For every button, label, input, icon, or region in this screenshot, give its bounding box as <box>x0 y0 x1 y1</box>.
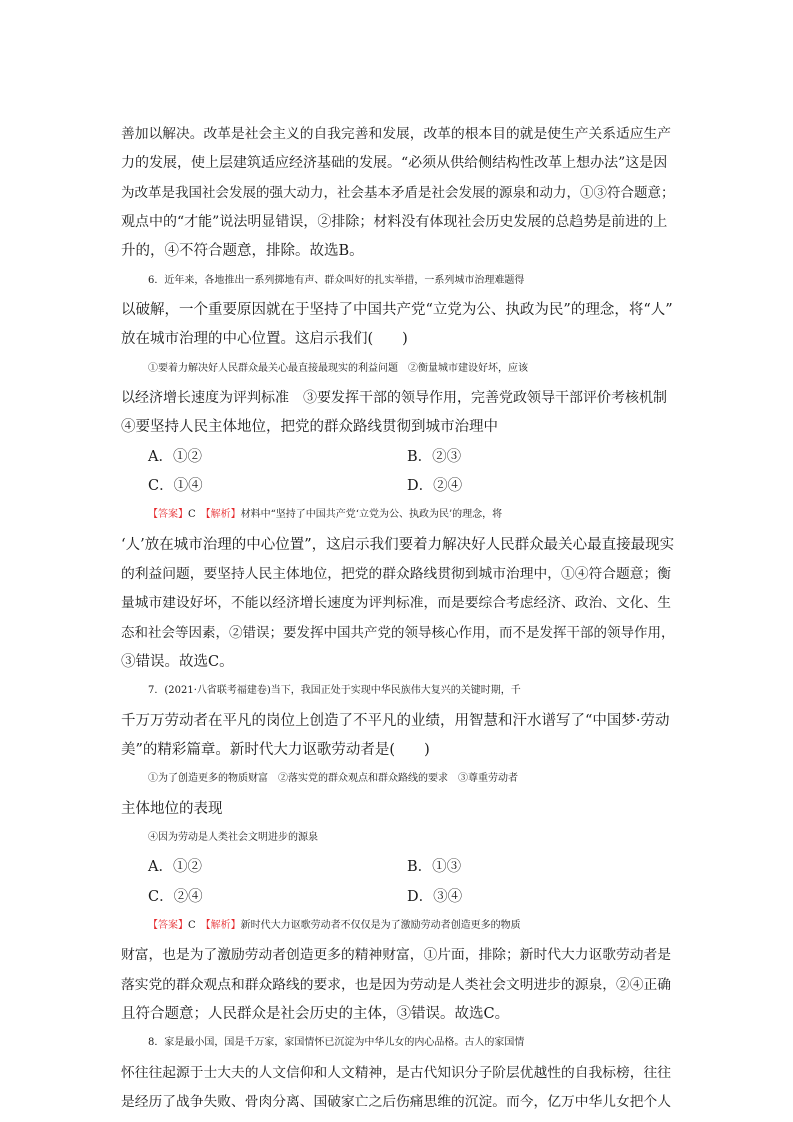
analysis-line: ③错误。故选C。 <box>121 654 234 670</box>
question-7-stem: 美”的精彩篇章。新时代大力讴歌劳动者是( ) <box>121 742 430 758</box>
text-line: 力的发展，使上层建筑适应经济基础的发展。“必须从供给侧结构性改革上想办法”这是因 <box>121 155 668 171</box>
question-6-option-a: A．①② <box>148 449 202 465</box>
answer-label: 【答案】 <box>148 920 188 931</box>
analysis-line: 的利益问题，要坚持人民主体地位，把党的群众路线贯彻到城市治理中，①④符合题意；衡 <box>121 566 672 582</box>
text-line: 为改革是我国社会发展的强大动力，社会基本矛盾是社会发展的源泉和动力，①③符合题意； <box>121 185 675 201</box>
analysis-label: 【解析】 <box>205 920 241 931</box>
question-6-answer-line <box>148 505 702 525</box>
text-line: 观点中的“才能”说法明显错误，②排除；材料没有体现社会历史发展的总趋势是前进的上 <box>121 214 668 230</box>
analysis-label: 【解析】 <box>205 509 241 520</box>
question-7-item: ①为了创造更多的物质财富 ②落实党的群众观点和群众路线的要求 ③尊重劳动者 <box>148 773 518 784</box>
question-7-option-a: A．①② <box>148 859 202 875</box>
question-6-option-b: B．②③ <box>407 449 462 465</box>
question-7-stem: 7．(2021·八省联考福建卷)当下，我国正处于实现中华民族伟大复兴的关键时期，千 <box>148 685 521 696</box>
analysis-line: 且符合题意；人民群众是社会历史的主体，③错误。故选C。 <box>121 1006 510 1022</box>
analysis-line: 量城市建设好坏，不能以经济增长速度为评判标准，而是要综合考虑经济、政治、文化、生 <box>121 595 672 611</box>
question-7-answer-line <box>148 916 702 936</box>
answer-value: C <box>188 920 196 931</box>
analysis-line: 财富，也是为了激励劳动者创造更多的精神财富，①片面，排除；新时代大力讴歌劳动者是 <box>121 947 672 963</box>
question-7-option-b: B．①③ <box>407 859 462 875</box>
question-7-stem: 千万万劳动者在平凡的岗位上创造了不平凡的业绩，用智慧和汗水谱写了“中国梦·劳动 <box>121 713 670 729</box>
text-line: 升的，④不符合题意，排除。故选B。 <box>121 243 364 259</box>
answer-value: C <box>188 509 196 520</box>
question-6-item: ①要着力解决好人民群众最关心最直接最现实的利益问题 ②衡量城市建设好坏，应该 <box>148 363 528 374</box>
text-line: 善加以解决。改革是社会主义的自我完善和发展，改革的根本目的就是使生产关系适应生产 <box>121 126 672 142</box>
question-6-item: 以经济增长速度为评判标准 ③要发挥干部的领导作用，完善党政领导干部评价考核机制 <box>121 390 667 406</box>
question-6-option-c: C．①④ <box>148 478 203 494</box>
analysis-text: 材料中“坚持了中国共产党‘立党为公、执政为民’的理念，将 <box>240 509 503 520</box>
question-6-option-d: D．②④ <box>407 478 463 494</box>
question-6-stem: 6．近年来，各地推出一系列掷地有声、群众叫好的扎实举措，一系列城市治理难题得 <box>148 275 525 286</box>
question-8-stem: 是经历了战争失败、骨肉分离、国破家亡之后伤痛思维的沉淀。而今，亿万中华儿女把个人 <box>121 1094 672 1110</box>
analysis-line: 落实党的群众观点和群众路线的要求，也是因为劳动是人类社会文明进步的源泉，②④正确 <box>121 977 672 993</box>
question-7-item: ④因为劳动是人类社会文明进步的源泉 <box>148 832 318 843</box>
analysis-line: ‘人’放在城市治理的中心位置”，这启示我们要着力解决好人民群众最关心最直接最现实 <box>121 537 675 553</box>
analysis-text: 新时代大力讴歌劳动者不仅仅是为了激励劳动者创造更多的物质 <box>240 920 521 931</box>
question-8-stem: 8．家是最小国，国是千万家，家国情怀已沉淀为中华儿女的内心品格。古人的家国情 <box>148 1037 525 1048</box>
question-6-stem: 放在城市治理的中心位置。这启示我们( ) <box>121 331 408 347</box>
question-8-stem: 怀往往起源于士大夫的人文信仰和人文精神，是古代知识分子阶层优越性的自我标榜，往往 <box>121 1065 672 1081</box>
analysis-line: 态和社会等因素，②错误；要发挥中国共产党的领导核心作用，而不是发挥干部的领导作用， <box>121 625 675 641</box>
question-7-option-d: D．③④ <box>407 889 463 905</box>
question-7-item: 主体地位的表现 <box>121 801 223 817</box>
question-6-stem: 以破解，一个重要原因就在于坚持了中国共产党“立党为公、执政为民”的理念，将“人” <box>121 302 673 318</box>
question-7-option-c: C．②④ <box>148 889 203 905</box>
question-6-item: ④要坚持人民主体地位，把党的群众路线贯彻到城市治理中 <box>121 419 498 435</box>
answer-label: 【答案】 <box>148 509 188 520</box>
